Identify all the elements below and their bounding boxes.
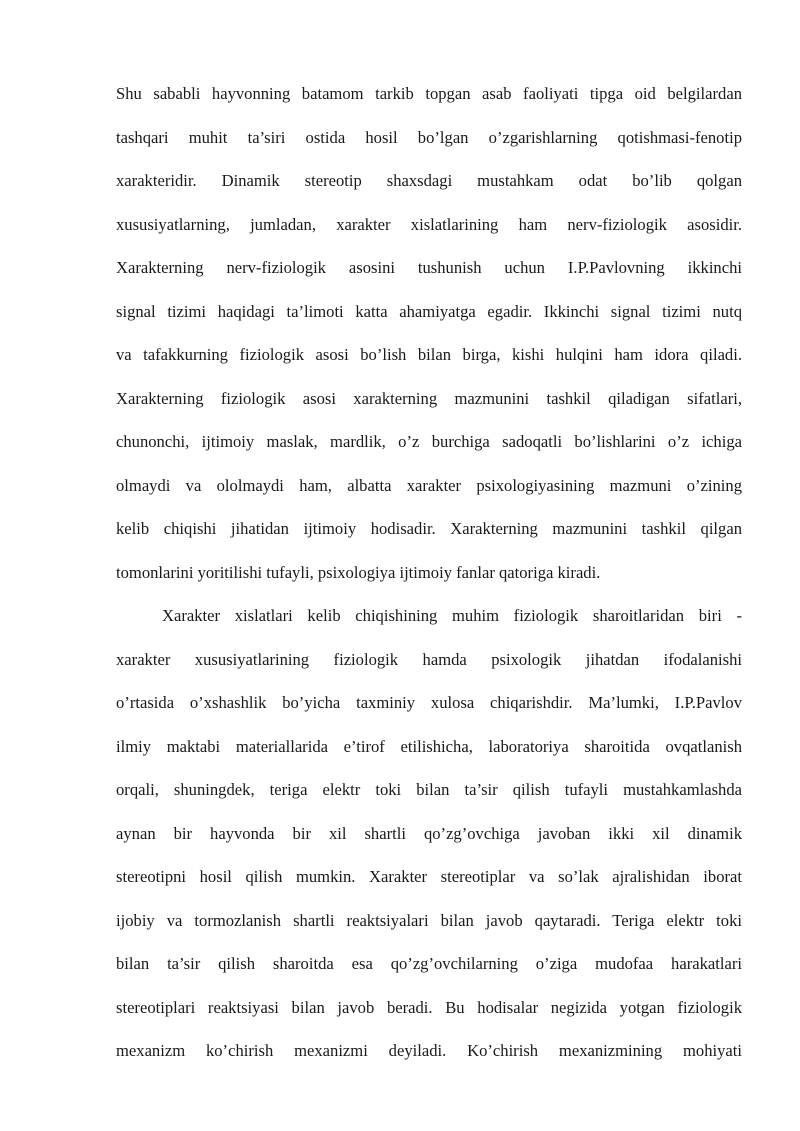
body-text [116,72,742,1073]
text-line: chunonchi, ijtimoiy maslak, mardlik, o’z burchiga sadoqatli bo’lishlarini o’z ichiga [116,432,742,451]
text-line: ijobiy va tormozlanish shartli reaktsiyalari bilan javob qaytaradi. Teriga elektr toki [116,910,742,930]
text-line: Xarakter xislatlari kelib chiqishining muhim fiziologik sharoitlaridan biri - [162,606,742,625]
paragraph-2 [116,594,742,1073]
text-line: ilmiy maktabi materiallarida e’tirof etilishicha, laboratoriya sharoitida ovqatlanish [116,736,742,756]
text-line: Xarakterning fiziologik asosi xarakterning mazmunini tashkil qiladigan sifatlari, [116,388,742,408]
text-line: signal tizimi haqidagi ta’limoti katta ahamiyatga egadir. Ikkinchi signal tizimi nutq [116,301,742,321]
text-line: xarakter xususiyatlarining fiziologik hamda psixologik jihatdan ifodalanishi [116,649,742,669]
text-line: stereotipni hosil qilish mumkin. Xarakter stereotiplar va so’lak ajralishidan iborat [116,867,742,886]
text-line: olmaydi va ololmaydi ham, albatta xarakter psixologiyasining mazmuni o’zining [116,475,742,495]
text-line: orqali, shuningdek, teriga elektr toki bilan ta’sir qilish tufayli mustahkamlashda [116,780,742,799]
text-line: mexanizm ko’chirish mexanizmi deyiladi. Ko’chirish mexanizmining mohiyati [116,1041,742,1060]
paragraph-1 [116,72,742,594]
text-line: xarakteridir. Dinamik stereotip shaxsdagi mustahkam odat bo’lib qolgan [116,171,742,190]
text-line: kelib chiqishi jihatidan ijtimoiy hodisadir. Xarakterning mazmunini tashkil qilgan [116,519,742,538]
text-line: aynan bir hayvonda bir xil shartli qo’zg’ovchiga javoban ikki xil dinamik [116,823,742,843]
text-line: stereotiplari reaktsiyasi bilan javob beradi. Bu hodisalar negizida yotgan fiziologik [116,997,742,1017]
text-line: Xarakterning nerv-fiziologik asosini tushunish uchun I.P.Pavlovning ikkinchi [116,258,742,277]
text-line: tomonlarini yoritilishi tufayli, psixologiya ijtimoiy fanlar qatoriga kiradi. [116,562,601,582]
text-line: tashqari muhit ta’siri ostida hosil bo’lgan o’zgarishlarning qotishmasi-fenotip [116,127,742,147]
text-line: bilan ta’sir qilish sharoitda esa qo’zg’ovchilarning o’ziga mudofaa harakatlari [116,954,742,973]
text-line: va tafakkurning fiziologik asosi bo’lish bilan birga, kishi hulqini ham idora qiladi. [116,345,742,364]
text-line: xususiyatlarning, jumladan, xarakter xislatlarining ham nerv-fiziologik asosidir. [116,214,742,234]
text-line: o’rtasida o’xshashlik bo’yicha taxminiy xulosa chiqarishdir. Ma’lumki, I.P.Pavlov [116,693,742,712]
text-line: Shu sababli hayvonning batamom tarkib topgan asab faoliyati tipga oid belgilardan [116,84,742,103]
